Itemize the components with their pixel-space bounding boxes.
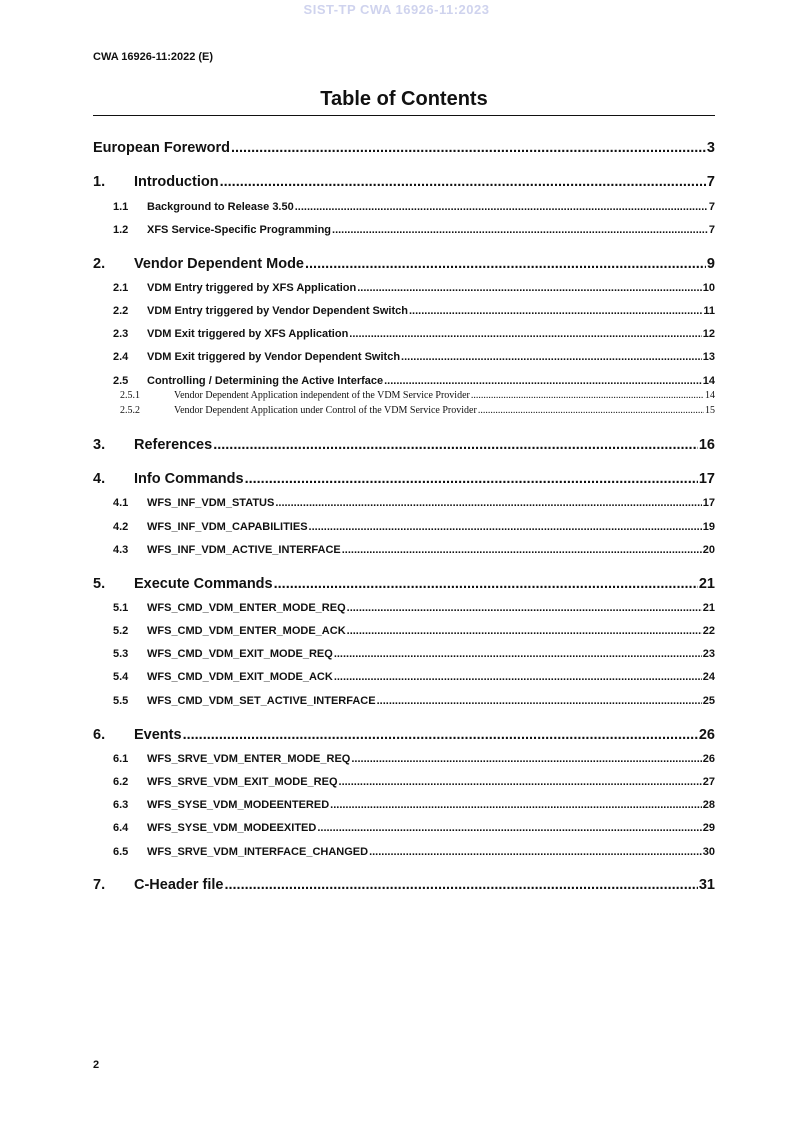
toc-entry-page: 21 [702,602,715,614]
toc-entry-page: 31 [698,877,715,893]
toc-entry-label: Info Commands [134,471,244,487]
toc-entry-label: WFS_CMD_VDM_ENTER_MODE_ACK [147,625,346,637]
toc-entry-number: 5. [93,576,106,592]
toc-entry-cmd-enter-mode-ack[interactable] [93,625,715,637]
dot-leader [478,405,704,416]
toc-entry-page: 30 [702,846,715,858]
toc-entry-page: 9 [706,256,715,272]
toc-entry-label: WFS_CMD_VDM_ENTER_MODE_REQ [147,602,346,614]
toc-entry-page: 29 [702,822,715,834]
dot-leader [220,174,706,190]
toc-entry-label: WFS_CMD_VDM_SET_ACTIVE_INTERFACE [147,695,376,707]
toc-entry-page: 7 [708,224,715,236]
dot-leader [305,256,706,272]
toc-entry-number: 2.5 [113,375,129,387]
toc-entry-number: 2. [93,256,106,272]
toc-entry-number: 6.1 [113,753,129,765]
toc-entry-syse-modeexited[interactable] [93,822,715,834]
toc-entry-number: 5.3 [113,648,129,660]
toc-entry-label: WFS_CMD_VDM_EXIT_MODE_ACK [147,671,333,683]
toc-entry-label: Introduction [134,174,219,190]
toc-entry-c-header-file[interactable] [93,877,715,893]
toc-entry-page: 17 [698,471,715,487]
toc-entry-page: 28 [702,799,715,811]
dot-leader [224,877,697,893]
toc-entry-label: VDM Exit triggered by Vendor Dependent Switch [147,351,401,363]
toc-entry-number: 5.5 [113,695,129,707]
dot-leader [317,822,701,834]
toc-entry-xfs-programming[interactable] [93,224,715,236]
toc-entry-page: 7 [708,201,715,213]
toc-entry-srve-exit-mode-req[interactable] [93,776,715,788]
toc-entry-number: 2.3 [113,328,129,340]
toc-entry-background[interactable] [93,201,715,213]
toc-entry-number: 2.4 [113,351,129,363]
toc-entry-active-interface[interactable] [93,375,715,387]
toc-entry-number: 1.1 [113,201,129,213]
toc-entry-number: 6.3 [113,799,129,811]
document-id: CWA 16926-11:2022 (E) [93,51,214,63]
dot-leader [347,602,702,614]
toc-entry-number: 4. [93,471,106,487]
toc-entry-page: 22 [702,625,715,637]
toc-entry-execute-commands[interactable] [93,576,715,592]
dot-leader [274,576,698,592]
toc-entry-number: 7. [93,877,106,893]
dot-leader [384,375,702,387]
toc-entry-label: WFS_SRVE_VDM_EXIT_MODE_REQ [147,776,338,788]
dot-leader [309,521,702,533]
toc-entry-number: 1.2 [113,224,129,236]
dot-leader [471,390,704,401]
toc-entry-vda-under-control[interactable] [93,405,715,416]
toc-entry-references[interactable] [93,437,715,453]
dot-leader [330,799,702,811]
dot-leader [401,351,702,363]
page-number: 2 [93,1059,100,1071]
toc-entry-page: 3 [706,140,715,156]
toc-entry-european-foreword[interactable] [93,140,715,156]
toc-entry-label: References [134,437,213,453]
dot-leader [349,328,701,340]
toc-entry-cmd-enter-mode-req[interactable] [93,602,715,614]
dot-leader [377,695,702,707]
toc-entry-page: 16 [698,437,715,453]
toc-entry-label: WFS_CMD_VDM_EXIT_MODE_REQ [147,648,333,660]
toc-entry-number: 2.5.2 [120,405,140,416]
toc-entry-label: WFS_SRVE_VDM_ENTER_MODE_REQ [147,753,351,765]
toc-entry-page: 17 [702,497,715,509]
toc-entry-cmd-exit-mode-req[interactable] [93,648,715,660]
toc-entry-label: Execute Commands [134,576,273,592]
toc-entry-info-commands[interactable] [93,471,715,487]
toc-entry-inf-vdm-capabilities[interactable] [93,521,715,533]
toc-entry-number: 3. [93,437,106,453]
toc-entry-vendor-dependent-mode[interactable] [93,256,715,272]
toc-entry-page: 21 [698,576,715,592]
toc-entry-inf-vdm-active-interface[interactable] [93,544,715,556]
toc-entry-cmd-set-active-interface[interactable] [93,695,715,707]
toc-entry-events[interactable] [93,727,715,743]
dot-leader [334,648,702,660]
toc-entry-label: VDM Entry triggered by XFS Application [147,282,357,294]
toc-entry-page: 20 [702,544,715,556]
toc-entry-page: 14 [702,375,715,387]
toc-entry-label: VDM Exit triggered by XFS Application [147,328,349,340]
toc-entry-number: 6.5 [113,846,129,858]
toc-entry-vdm-entry-xfs[interactable] [93,282,715,294]
toc-entry-number: 4.1 [113,497,129,509]
toc-entry-syse-modeentered[interactable] [93,799,715,811]
toc-entry-label: Vendor Dependent Application under Control of the VDM Service Provider [174,405,477,416]
toc-entry-number: 5.4 [113,671,129,683]
toc-entry-page: 23 [702,648,715,660]
toc-entry-page: 11 [703,305,715,317]
dot-leader [342,544,702,556]
toc-entry-label: WFS_SYSE_VDM_MODEEXITED [147,822,317,834]
toc-entry-page: 27 [702,776,715,788]
toc-entry-page: 25 [702,695,715,707]
toc-entry-cmd-exit-mode-ack[interactable] [93,671,715,683]
toc-entry-number: 6.2 [113,776,129,788]
toc-entry-inf-vdm-status[interactable] [93,497,715,509]
dot-leader [275,497,701,509]
toc-entry-label: XFS Service-Specific Programming [147,224,332,236]
toc-entry-page: 26 [698,727,715,743]
toc-entry-label: Controlling / Determining the Active Interface [147,375,384,387]
toc-entry-srve-interface-changed[interactable] [93,846,715,858]
page-title: Table of Contents [93,88,715,116]
dot-leader [334,671,702,683]
watermark: SIST-TP CWA 16926-11:2023 [303,2,490,17]
toc-entry-page: 13 [702,351,715,363]
dot-leader [332,224,708,236]
toc-entry-number: 6.4 [113,822,129,834]
toc-entry-number: 4.3 [113,544,129,556]
toc-entry-number: 5.1 [113,602,129,614]
toc-entry-vdm-exit-switch[interactable] [93,351,715,363]
toc-entry-number: 4.2 [113,521,129,533]
dot-leader [213,437,698,453]
toc-entry-introduction[interactable] [93,174,715,190]
toc-entry-number: 1. [93,174,106,190]
toc-entry-label: WFS_INF_VDM_STATUS [147,497,275,509]
toc-entry-page: 24 [702,671,715,683]
toc-entry-number: 6. [93,727,106,743]
toc-entry-label: WFS_SRVE_VDM_INTERFACE_CHANGED [147,846,369,858]
dot-leader [245,471,698,487]
toc-entry-page: 14 [705,390,715,401]
dot-leader [357,282,702,294]
toc-entry-number: 2.2 [113,305,129,317]
toc-entry-label: WFS_SYSE_VDM_MODEENTERED [147,799,330,811]
dot-leader [339,776,702,788]
toc-entry-page: 12 [702,328,715,340]
toc-entry-label: Events [134,727,182,743]
toc-entry-vda-independent[interactable] [93,390,715,401]
toc-entry-srve-enter-mode-req[interactable] [93,753,715,765]
toc-entry-page: 7 [706,174,715,190]
toc-entry-number: 2.1 [113,282,129,294]
toc-entry-label: WFS_INF_VDM_CAPABILITIES [147,521,308,533]
toc-entry-page: 26 [702,753,715,765]
toc-entry-number: 5.2 [113,625,129,637]
dot-leader [409,305,702,317]
toc-entry-label: WFS_INF_VDM_ACTIVE_INTERFACE [147,544,341,556]
toc-entry-label: European Foreword [93,140,230,156]
toc-entry-label: Vendor Dependent Mode [134,256,304,272]
toc-entry-page: 15 [705,405,715,416]
dot-leader [351,753,701,765]
dot-leader [347,625,702,637]
toc-entry-vdm-exit-xfs[interactable] [93,328,715,340]
toc-entry-label: VDM Entry triggered by Vendor Dependent Switch [147,305,408,317]
toc-entry-label: Vendor Dependent Application independent of the VDM Service Provider [174,390,470,401]
dot-leader [369,846,702,858]
dot-leader [183,727,698,743]
toc-entry-page: 10 [702,282,715,294]
toc-entry-label: C-Header file [134,877,224,893]
toc-entry-vdm-entry-switch[interactable] [93,305,715,317]
dot-leader [231,140,706,156]
dot-leader [295,201,708,213]
toc-entry-label: Background to Release 3.50 [147,201,294,213]
toc-entry-page: 19 [702,521,715,533]
toc-entry-number: 2.5.1 [120,390,140,401]
